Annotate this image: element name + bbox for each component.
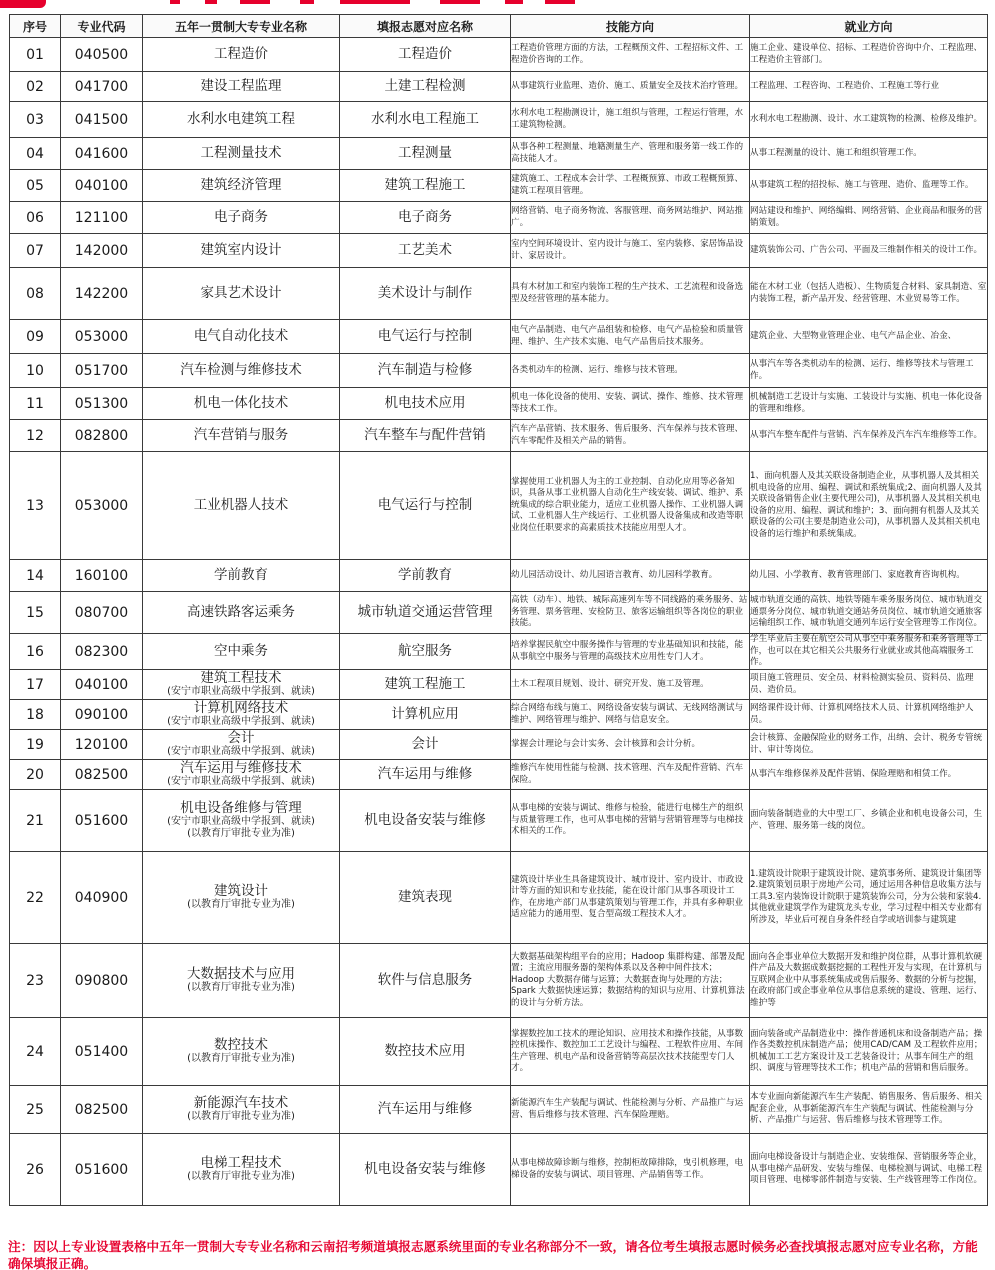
- major-name-cell: [143, 790, 340, 852]
- footnote: 注：因以上专业设置表格中五年一贯制大专专业名称和云南招考频道填报志愿系统里面的专业名称部分不一致，请各位考生填报志愿时候务必查找填报志愿对应专业名称，方能确保填报正确。: [8, 1239, 978, 1270]
- table-body: [10, 38, 988, 1206]
- employment-direction: 从事建筑工程的招投标、施工与管理、造价、监理等工作。: [750, 170, 988, 202]
- row-number: 19: [10, 730, 61, 760]
- row-number: 25: [10, 1086, 61, 1134]
- major-code: 090100: [61, 700, 143, 730]
- row-number: 26: [10, 1134, 61, 1206]
- row-number: 16: [10, 634, 61, 670]
- major-name: 计算机网络技术: [193, 700, 289, 716]
- major-name-cell: [143, 138, 340, 170]
- major-note: (以教育厅审批专业为准): [187, 1111, 295, 1122]
- employment-direction: 从事工程测量的设计、施工和组织管理工作。: [750, 138, 988, 170]
- employment-direction: 1.建筑设计院职于建筑设计院、建筑事务所、建筑设计集团等2.建筑策划员职于房地产公司，通过运用各种信息收集方法与工具3.室内装饰设计院职于建筑装饰公司，分为公装和家装4.其他就业建筑学作为建筑龙头专业，学习过程中相关专业都有所涉及，毕业后可视自身条件经自学或培训参与建筑建: [750, 852, 988, 944]
- major-code: 142000: [61, 234, 143, 268]
- major-name-cell: [143, 268, 340, 320]
- table-row: [10, 730, 988, 760]
- major-name-cell: [143, 730, 340, 760]
- major-name: 建筑经济管理: [200, 177, 282, 193]
- application-name: 数控技术应用: [340, 1018, 511, 1086]
- table-row: [10, 138, 988, 170]
- major-note: (安宁市职业高级中学报到、就读): [167, 716, 315, 727]
- employment-direction: 城市轨道交通的高铁、地铁等随车乘务服务岗位、城市轨道交通票务分岗位、城市轨道交通站务员岗位、城市轨道交通旅客运输组织工作、城市轨道交通列车运行安全管理等工作岗位。: [750, 592, 988, 634]
- major-name-cell: [143, 592, 340, 634]
- major-name: 汽车检测与维修技术: [180, 362, 302, 378]
- row-number: 10: [10, 354, 61, 388]
- header-fill: 填报志愿对应名称: [340, 15, 511, 38]
- row-number: 17: [10, 670, 61, 700]
- skill-direction: 大数据基础架构组平台的应用；Hadoop 集群构建、部署及配置；主流应用服务器的架构体系以及各种中间件技术；Hadoop 大数据存储与运算；大数据查询与处理的方法；Spark 大数据快速运算；数据结构的知识与应用、计算机算法的设计与分析方法。: [511, 944, 750, 1018]
- employment-direction: 学生毕业后主要在航空公司从事空中乘务服务和乘务管理等工作，也可以在其它相关公共服务行业就业或其他高端服务工作。: [750, 634, 988, 670]
- table-row: [10, 1086, 988, 1134]
- major-code: 053000: [61, 320, 143, 354]
- skill-direction: 掌握数控加工技术的理论知识、应用技术和操作技能，从事数控机床操作、数控加工工艺设计与编程、工程软件应用、车间生产管理、机电产品和设备营销等高层次技术技能型专门人才。: [511, 1018, 750, 1086]
- major-note: (安宁市职业高级中学报到、就读): [167, 686, 315, 697]
- major-name: 会计: [227, 730, 255, 746]
- major-name: 建设工程监理: [200, 78, 282, 94]
- major-name-cell: [143, 670, 340, 700]
- skill-direction: 掌握会计理论与会计实务、会计核算和会计分析。: [511, 730, 750, 760]
- row-number: 11: [10, 388, 61, 420]
- skill-direction: 维修汽车使用性能与检测、技术管理、汽车及配件营销、汽车保险。: [511, 760, 750, 790]
- row-number: 22: [10, 852, 61, 944]
- top-banner: [0, 0, 995, 10]
- employment-direction: 从事汽车维修保养及配件营销、保险理赔和相赁工作。: [750, 760, 988, 790]
- table-row: [10, 1134, 988, 1206]
- application-name: 航空服务: [340, 634, 511, 670]
- row-number: 05: [10, 170, 61, 202]
- major-name-cell: [143, 234, 340, 268]
- major-name-cell: [143, 560, 340, 592]
- row-number: 09: [10, 320, 61, 354]
- header-job: 就业方向: [750, 15, 988, 38]
- application-name: 汽车运用与维修: [340, 1086, 511, 1134]
- skill-direction: 室内空间环境设计、室内设计与施工、室内装修、家居饰品设计、家居设计。: [511, 234, 750, 268]
- employment-direction: 本专业面向新能源汽车生产装配、销售服务、售后服务、相关配套企业，从事新能源汽车生产装配与调试、性能检测与分析、产品推广与运营、售后维修与技术管理等工作。: [750, 1086, 988, 1134]
- skill-direction: 汽车产品营销、技术服务、售后服务、汽车保养与技术管理、汽车零配件及相关产品的销售。: [511, 420, 750, 452]
- application-name: 汽车整车与配件营销: [340, 420, 511, 452]
- major-name: 机电一体化技术: [193, 395, 289, 411]
- employment-direction: 建筑装饰公司、广告公司、平面及三维制作相关的设计工作。: [750, 234, 988, 268]
- skill-direction: 建筑设计毕业生具备建筑设计、城市设计、室内设计、市政设计等方面的知识和专业技能，能在设计部门从事各项设计工作，在房地产部门从事建筑策划与管理工作，并具有多种职业适应能力的通用型、复合型高级工程技术人才。: [511, 852, 750, 944]
- major-code: 082500: [61, 760, 143, 790]
- table-row: [10, 760, 988, 790]
- major-note: (安宁市职业高级中学报到、就读): [167, 746, 315, 757]
- header-major: 五年一贯制大专专业名称: [143, 15, 340, 38]
- major-name: 工程造价: [214, 46, 268, 62]
- skill-direction: 具有木材加工和室内装饰工程的生产技术、工艺流程和设备选型及经营管理的基本能力。: [511, 268, 750, 320]
- skill-direction: 从事电梯的安装与调试、维修与检验，能进行电梯生产的组织与质量管理工作，也可从事电梯的营销与营销管理等与电梯技术相关的工作。: [511, 790, 750, 852]
- employment-direction: 会计核算、金融保险业的财务工作，出纳、会计、税务专管统计、审计等岗位。: [750, 730, 988, 760]
- major-name: 电气自动化技术: [193, 328, 289, 344]
- application-name: 机电设备安装与维修: [340, 1134, 511, 1206]
- row-number: 21: [10, 790, 61, 852]
- major-name-cell: [143, 1018, 340, 1086]
- major-code: 121100: [61, 202, 143, 234]
- major-name: 汽车营销与服务: [193, 427, 289, 443]
- major-code: 082800: [61, 420, 143, 452]
- table-row: [10, 790, 988, 852]
- row-number: 04: [10, 138, 61, 170]
- major-name: 工程测量技术: [200, 145, 282, 161]
- major-code: 041700: [61, 72, 143, 102]
- majors-table: [9, 14, 988, 1206]
- major-note: (以教育厅审批专业为准): [187, 982, 295, 993]
- employment-direction: 从事汽车整车配件与营销、汽车保养及汽车汽车维修等工作。: [750, 420, 988, 452]
- major-name: 机电设备维修与管理: [180, 800, 302, 816]
- header-no: 序号: [10, 15, 61, 38]
- row-number: 15: [10, 592, 61, 634]
- table-row: [10, 592, 988, 634]
- employment-direction: 面向装备制造业的大中型工厂、乡镇企业和机电设备公司，生产、管理、服务第一线的岗位。: [750, 790, 988, 852]
- major-name-cell: [143, 420, 340, 452]
- application-name: 土建工程检测: [340, 72, 511, 102]
- major-code: 040100: [61, 170, 143, 202]
- major-code: 120100: [61, 730, 143, 760]
- major-name: 大数据技术与应用: [187, 966, 295, 982]
- major-name: 家具艺术设计: [200, 285, 282, 301]
- skill-direction: 从事建筑行业监理、造价、施工、质量安全及技术治疗管理。: [511, 72, 750, 102]
- major-name: 空中乘务: [214, 643, 268, 659]
- application-name: 机电技术应用: [340, 388, 511, 420]
- major-note: (安宁市职业高级中学报到、就读): [167, 776, 315, 787]
- skill-direction: 水利水电工程勘测设计，施工组织与管理，工程运行管理，水工建筑物检测。: [511, 102, 750, 138]
- application-name: 汽车制造与检修: [340, 354, 511, 388]
- skill-direction: 机电一体化设备的使用、安装、调试、操作、维修、技术管理等技术工作。: [511, 388, 750, 420]
- major-code: 142200: [61, 268, 143, 320]
- major-name-cell: [143, 852, 340, 944]
- employment-direction: 项目施工管理员、安全员、材料检测实验员、资料员、监理员、造价员。: [750, 670, 988, 700]
- major-code: 160100: [61, 560, 143, 592]
- employment-direction: 面向各企事业单位大数据开发和维护岗位群，从事计算机软硬件产品及大数据成数据挖掘的工程性开发与实现，在计算机与互联网企业中从事系统集成或售后服务、数据的分析与挖掘，在政府部门或企事业单位从事信息系统的建设、管理、运行、维护等: [750, 944, 988, 1018]
- table-row: [10, 670, 988, 700]
- banner-red-tab: [0, 0, 46, 8]
- employment-direction: 网络课件设计师、计算机网络技术人员、计算机网络维护人员。: [750, 700, 988, 730]
- major-name: 新能源汽车技术: [193, 1095, 289, 1111]
- row-number: 24: [10, 1018, 61, 1086]
- major-code: 040900: [61, 852, 143, 944]
- major-code: 090800: [61, 944, 143, 1018]
- major-note: (以教育厅审批专业为准): [187, 1171, 295, 1182]
- major-code: 040100: [61, 670, 143, 700]
- table-row: [10, 202, 988, 234]
- employment-direction: 1、面向机器人及其关联设备制造企业，从事机器人及其相关机电设备的应用、编程、调试和系统集成;2、面向机器人及其关联设备销售企业(主要代理公司)，从事机器人及其相关机电设备的应用、编程、调试和维护；3、面向拥有机器人及其关联设备的公司(主要是制造业公司)，从事机器人及其相关机电设备的运行维护和系统集成。: [750, 452, 988, 560]
- row-number: 08: [10, 268, 61, 320]
- major-code: 040500: [61, 38, 143, 72]
- table-row: [10, 72, 988, 102]
- skill-direction: 高铁（动车）、地铁、城际高速列车等不同线路的乘务服务、站务管理、票务管理、安检防卫、旅客运输组织等各岗位的职业技能。: [511, 592, 750, 634]
- employment-direction: 幼儿园、小学教育、教育管理部门、家庭教育咨询机构。: [750, 560, 988, 592]
- employment-direction: 机械制造工艺设计与实施、工装设计与实施、机电一体化设备的管理和维修。: [750, 388, 988, 420]
- header-skill: 技能方向: [511, 15, 750, 38]
- skill-direction: 掌握使用工业机器人为主的工业控制、自动化应用等必备知识，具备从事工业机器人自动化生产线安装、调试、维护、系统集成的综合职业能力，适应工业机器人操作、工业机器人调试、工业机器人生产线运行、工业机器人设备集成和改造等职业岗位任职要求的高素质技术技能应用型人才。: [511, 452, 750, 560]
- table-row: [10, 102, 988, 138]
- major-code: 041500: [61, 102, 143, 138]
- major-code: 041600: [61, 138, 143, 170]
- skill-direction: 新能源汽车生产装配与调试、性能检测与分析、产品推广与运营、售后维修与技术管理、汽车保险理赔。: [511, 1086, 750, 1134]
- major-name: 高速铁路客运乘务: [187, 604, 295, 620]
- major-note: (以教育厅审批专业为准): [187, 1053, 295, 1064]
- table-row: [10, 354, 988, 388]
- application-name: 软件与信息服务: [340, 944, 511, 1018]
- employment-direction: 面向装备或产品制造业中：操作普通机床和设备制造产品；操作各类数控机床制造产品；使用CAD/CAM 及工程软件应用；机械加工工艺方案设计及工艺装备设计；从事车间生产的组织、调度与管理等技术工作；机电产品的营销和售后服务。: [750, 1018, 988, 1086]
- table-header-row: [10, 15, 988, 38]
- major-name-cell: [143, 202, 340, 234]
- application-name: 建筑工程施工: [340, 670, 511, 700]
- table-row: [10, 170, 988, 202]
- major-code: 082500: [61, 1086, 143, 1134]
- table-row: [10, 634, 988, 670]
- major-name: 汽车运用与维修技术: [180, 760, 302, 776]
- employment-direction: 工程监理、工程咨询、工程造价、工程施工等行业: [750, 72, 988, 102]
- employment-direction: 面向电梯设备设计与制造企业、安装维保、营销服务等企业，从事电梯产品研发、安装与维保、电梯检测与调试、电梯工程项目管理、电梯零部件制造与安装、生产线管理等工作岗位。: [750, 1134, 988, 1206]
- employment-direction: 能在木材工业（包括人造板）、生物质复合材料、家具制造、室内装饰工程，新产品开发、经营管理、木业贸易等工作。: [750, 268, 988, 320]
- table-row: [10, 944, 988, 1018]
- table-row: [10, 420, 988, 452]
- table-row: [10, 268, 988, 320]
- row-number: 13: [10, 452, 61, 560]
- skill-direction: 从事各种工程测量、地籍测量生产、管理和服务第一线工作的高技能人才。: [511, 138, 750, 170]
- employment-direction: 施工企业、建设单位、招标、工程造价咨询中介、工程监理、工程造价主管部门。: [750, 38, 988, 72]
- major-name: 学前教育: [214, 567, 268, 583]
- employment-direction: 从事汽车等各类机动车的检测、运行、维修等技术与管理工作。: [750, 354, 988, 388]
- skill-direction: 建筑施工、工程成本会计学、工程概预算、市政工程概预算、建筑工程项目管理。: [511, 170, 750, 202]
- application-name: 工艺美术: [340, 234, 511, 268]
- major-note: (以教育厅审批专业为准): [187, 899, 295, 910]
- major-name-cell: [143, 354, 340, 388]
- application-name: 电气运行与控制: [340, 320, 511, 354]
- major-name-cell: [143, 452, 340, 560]
- row-number: 03: [10, 102, 61, 138]
- application-name: 计算机应用: [340, 700, 511, 730]
- application-name: 城市轨道交通运营管理: [340, 592, 511, 634]
- application-name: 电气运行与控制: [340, 452, 511, 560]
- row-number: 12: [10, 420, 61, 452]
- major-code: 051600: [61, 1134, 143, 1206]
- major-name-cell: [143, 760, 340, 790]
- row-number: 07: [10, 234, 61, 268]
- major-name: 电子商务: [214, 209, 268, 225]
- table-row: [10, 700, 988, 730]
- major-name: 建筑室内设计: [200, 242, 282, 258]
- skill-direction: 各类机动车的检测、运行、维修与技术管理。: [511, 354, 750, 388]
- application-name: 美术设计与制作: [340, 268, 511, 320]
- major-code: 051400: [61, 1018, 143, 1086]
- row-number: 20: [10, 760, 61, 790]
- major-name: 数控技术: [214, 1037, 268, 1053]
- table-row: [10, 388, 988, 420]
- header-code: 专业代码: [61, 15, 143, 38]
- table-row: [10, 234, 988, 268]
- row-number: 23: [10, 944, 61, 1018]
- major-code: 051700: [61, 354, 143, 388]
- major-code: 082300: [61, 634, 143, 670]
- row-number: 01: [10, 38, 61, 72]
- major-name-cell: [143, 72, 340, 102]
- application-name: 水利水电工程施工: [340, 102, 511, 138]
- table-row: [10, 852, 988, 944]
- major-code: 051600: [61, 790, 143, 852]
- table-row: [10, 38, 988, 72]
- table-row: [10, 1018, 988, 1086]
- major-name-cell: [143, 700, 340, 730]
- table-row: [10, 452, 988, 560]
- application-name: 电子商务: [340, 202, 511, 234]
- major-name-cell: [143, 1134, 340, 1206]
- row-number: 06: [10, 202, 61, 234]
- major-note: (安宁市职业高级中学报到、就读) (以教育厅审批专业为准): [167, 816, 315, 839]
- skill-direction: 网络营销、电子商务物流、客服管理、商务网站维护、网站推广。: [511, 202, 750, 234]
- major-name: 建筑设计: [214, 883, 268, 899]
- application-name: 汽车运用与维修: [340, 760, 511, 790]
- major-name-cell: [143, 634, 340, 670]
- major-name: 工业机器人技术: [193, 497, 289, 513]
- row-number: 14: [10, 560, 61, 592]
- major-code: 053000: [61, 452, 143, 560]
- major-code: 051300: [61, 388, 143, 420]
- major-name-cell: [143, 1086, 340, 1134]
- employment-direction: 网站建设和维护、网络编辑、网络营销、企业商品和服务的营销策划。: [750, 202, 988, 234]
- major-name-cell: [143, 102, 340, 138]
- application-name: 建筑表现: [340, 852, 511, 944]
- skill-direction: 培养掌握民航空中服务操作与管理的专业基础知识和技能，能从事航空中服务与管理的高级技术应用性专门人才。: [511, 634, 750, 670]
- major-name-cell: [143, 38, 340, 72]
- application-name: 建筑工程施工: [340, 170, 511, 202]
- employment-direction: 建筑企业、大型物业管理企业、电气产品企业、冶金、: [750, 320, 988, 354]
- major-name: 建筑工程技术: [200, 670, 282, 686]
- major-name-cell: [143, 170, 340, 202]
- application-name: 会计: [340, 730, 511, 760]
- application-name: 学前教育: [340, 560, 511, 592]
- major-name-cell: [143, 944, 340, 1018]
- major-name-cell: [143, 320, 340, 354]
- skill-direction: 幼儿园活动设计、幼儿园语言教育、幼儿园科学教育。: [511, 560, 750, 592]
- application-name: 工程造价: [340, 38, 511, 72]
- application-name: 机电设备安装与维修: [340, 790, 511, 852]
- skill-direction: 电气产品制造、电气产品组装和检修、电气产品检验和质量管理、维护、生产技术实施、电气产品售后技术服务。: [511, 320, 750, 354]
- table-row: [10, 560, 988, 592]
- major-name: 水利水电建筑工程: [187, 111, 295, 127]
- employment-direction: 水利水电工程勘测、设计、水工建筑物的检测、检修及维护。: [750, 102, 988, 138]
- major-name: 电梯工程技术: [200, 1155, 282, 1171]
- application-name: 工程测量: [340, 138, 511, 170]
- table-row: [10, 320, 988, 354]
- major-code: 080700: [61, 592, 143, 634]
- row-number: 18: [10, 700, 61, 730]
- row-number: 02: [10, 72, 61, 102]
- skill-direction: 综合网络布线与施工、网络设备安装与调试、无线网络测试与维护、网络管理与维护、网络与信息安全。: [511, 700, 750, 730]
- major-name-cell: [143, 388, 340, 420]
- skill-direction: 工程造价管理方面的方法，工程概预文件、工程招标文件、工程造价咨询的工作。: [511, 38, 750, 72]
- skill-direction: 土木工程项目规划、设计、研究开发、施工及管理。: [511, 670, 750, 700]
- skill-direction: 从事电梯故障诊断与维修，控制柜故障排除，曳引机修理，电梯设备的安装与调试、项目管理、产品销售等工作。: [511, 1134, 750, 1206]
